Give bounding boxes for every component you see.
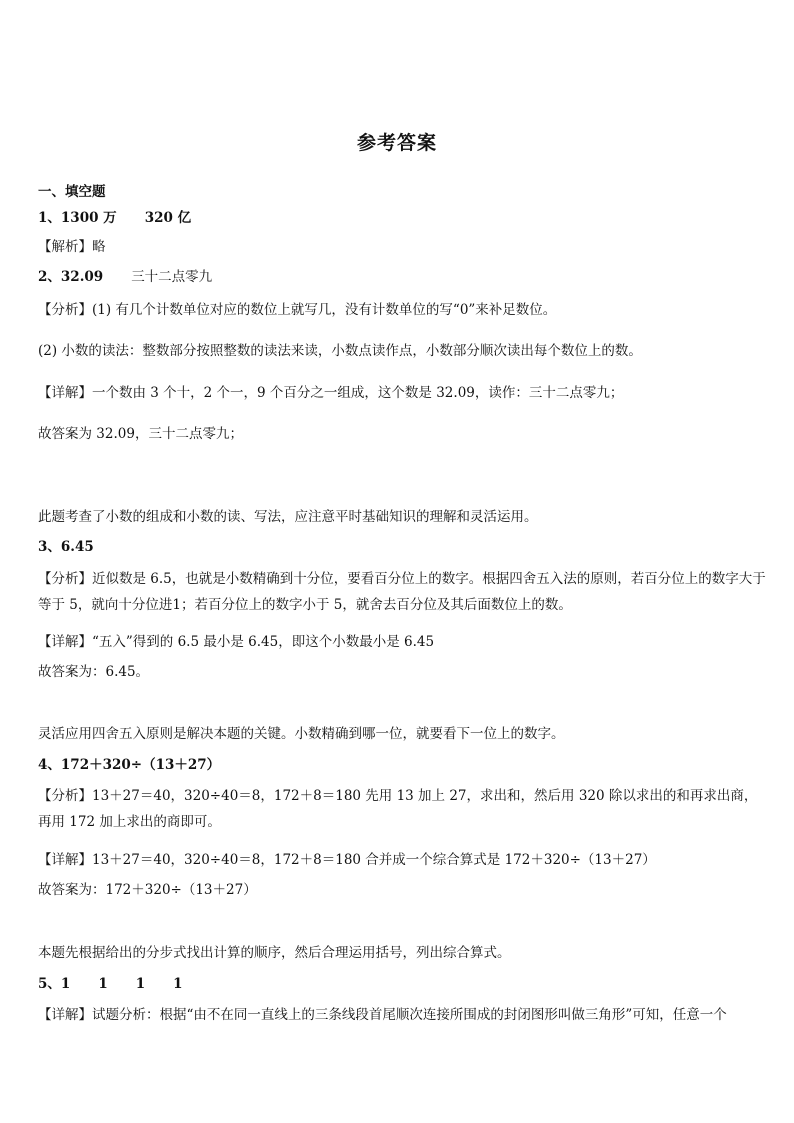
q4-number: 4、 [38,757,61,773]
q3-fenxi: 【分析】近似数是 6.5，也就是小数精确到十分位，要看百分位上的数字。根据四舍五入法的原则，若百分位上的数字大于等于 5，就向十分位进1；若百分位上的数字小于 5，就舍去百分位及其后面数位上的数。 [38,571,766,613]
q2-answer-2: 三十二点零九 [131,269,213,285]
q1-answer-2: 320 亿 [144,210,192,226]
q2-answer-1: 32.09 [60,269,104,285]
q3-number: 3、 [38,539,61,555]
q4-xiangjie: 【详解】13＋27＝40，320÷40＝8，172＋8＝180 合并成一个综合算式是 172＋320÷（13＋27） [38,852,656,868]
q5-answer-3: 1 [135,976,146,992]
q2-answer-line: 故答案为 32.09，三十二点零九； [38,426,243,442]
q3-comment: 灵活应用四舍五入原则是解决本题的关键。小数精确到哪一位，就要看下一位上的数字。 [38,726,565,742]
q4-answer [38,756,764,774]
q4-comment: 本题先根据给出的分步式找出计算的顺序，然后合理运用括号，列出综合算式。 [38,945,511,961]
q2-fenxi-2: (2) 小数的读法：整数部分按照整数的读法来读，小数点读作点，小数部分顺次读出每个数位上的数。 [38,343,642,359]
q5-answer-1: 1 [60,976,71,992]
q2-fenxi-1: 【分析】(1) 有几个计数单位对应的数位上就写几，没有计数单位的写“0”来补足数位。 [38,302,557,318]
q5-answer [38,975,764,993]
q2-xiangjie: 【详解】一个数由 3 个十，2 个一，9 个百分之一组成，这个数是 32.09，读作：三十二点零九； [38,385,624,401]
section-heading: 一、填空题 [38,184,106,200]
q1-answer-1: 1300 万 [60,210,117,226]
q3-answer [38,538,764,556]
q3-answer-1: 6.45 [60,539,94,555]
page-title: 参考答案 [356,132,437,154]
q3-xiangjie: 【详解】“五入”得到的 6.5 最小是 6.45，即这个小数最小是 6.45 [38,634,435,650]
q2-comment: 此题考查了小数的组成和小数的读、写法，应注意平时基础知识的理解和灵活运用。 [38,509,538,525]
q4-answer-line: 故答案为：172＋320÷（13＋27） [38,882,257,898]
q1-answer [38,209,764,227]
q3-answer-line: 故答案为：6.45。 [38,664,150,680]
q2-number: 2、 [38,269,61,285]
q5-number: 5、 [38,976,61,992]
q2-answer [38,268,764,286]
q1-number: 1、 [38,210,61,226]
q1-jiexi: 【解析】略 [38,239,106,255]
q4-answer-1: 172＋320÷（13＋27） [60,757,221,773]
q5-answer-2: 1 [98,976,108,992]
q5-answer-4: 1 [173,976,183,992]
q4-fenxi: 【分析】13＋27＝40，320÷40＝8，172＋8＝180 先用 13 加上 27，求出和，然后用 320 除以求出的和再求出商，再用 172 加上求出的商即可。 [38,788,758,830]
q5-xiangjie: 【详解】试题分析：根据“由不在同一直线上的三条线段首尾顺次连接所围成的封闭图形叫做三角形”可知，任意一个 [38,1007,727,1023]
